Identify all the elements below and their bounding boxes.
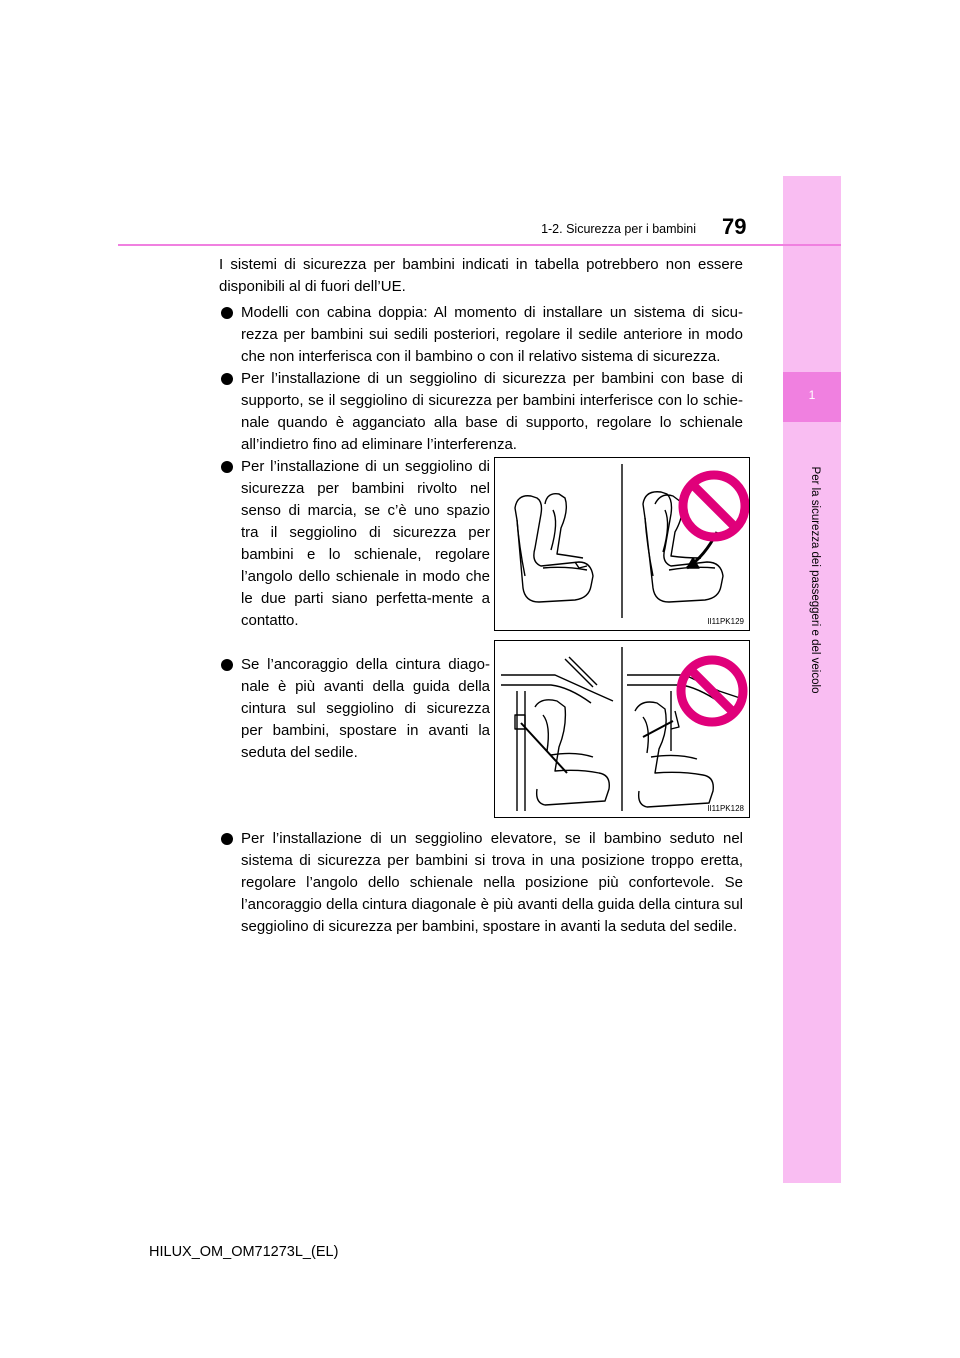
seat-backrest-gap-illustration bbox=[494, 457, 750, 631]
figure-code: II11PK129 bbox=[707, 617, 744, 626]
bullet-icon bbox=[221, 659, 233, 671]
list-item bbox=[221, 368, 743, 456]
header-divider bbox=[118, 244, 841, 246]
list-item bbox=[221, 456, 490, 632]
bullet-icon bbox=[221, 373, 233, 385]
prohibited-sign-icon bbox=[681, 660, 743, 722]
chapter-title: Per la sicurezza dei passeggeri e del veicolo bbox=[809, 466, 821, 694]
prohibited-sign-icon bbox=[683, 475, 745, 537]
list-item-text: Per l’installazione di un seggiolino di sicurezza per bambini rivolto nel senso di marcia, se c’è uno spazio tra il seggiolino di sicurezza per bambini e lo schienale, regolare l’angolo dello schienale in modo che le due parti siano perfetta-mente a contatto. bbox=[241, 458, 490, 629]
list-item bbox=[221, 654, 490, 764]
bullet-icon bbox=[221, 307, 233, 319]
section-title: 1-2. Sicurezza per i bambini bbox=[541, 222, 696, 236]
list-item bbox=[221, 828, 743, 938]
list-item-text: Se l’ancoraggio della cintura diago-nale è più avanti della guida della cintura sul seggiolino di sicurezza per bambini, spostare in avanti la seduta del sedile. bbox=[241, 656, 490, 761]
intro-paragraph: I sistemi di sicurezza per bambini indicati in tabella potrebbero non essere disponibili al di fuori dell’UE. bbox=[219, 256, 743, 295]
list-item-text: Modelli con cabina doppia: Al momento di installare un sistema di sicu-rezza per bambini sui sedili posteriori, regolare il sedile anteriore in modo che non interferisca con il bambino o con il relativo sistema di sicurezza. bbox=[241, 304, 743, 365]
chapter-number: 1 bbox=[808, 388, 816, 402]
seat-illustration-icon bbox=[495, 458, 749, 630]
seatbelt-anchor-illustration bbox=[494, 640, 750, 818]
page-number: 79 bbox=[722, 214, 747, 239]
figure-code: II11PK128 bbox=[707, 804, 744, 813]
document-footer: HILUX_OM_OM71273L_(EL) bbox=[149, 1244, 339, 1260]
list-item-text: Per l’installazione di un seggiolino di sicurezza per bambini con base di supporto, se il seggiolino di sicurezza per bambini interferisce con lo schie-nale quando è agganciato alla base di supporto, regolare lo schienale all’indietro fino ad eliminare l’interferenza. bbox=[241, 370, 743, 453]
list-item-text: Per l’installazione di un seggiolino elevatore, se il bambino seduto nel sistema di sicurezza per bambini si trova in una posizione troppo eretta, regolare l’angolo dello schienale nella posizione più confortevole. Se l’ancoraggio della cintura diagonale è più avanti della guida della cintura sul seggiolino di sicurezza per bambini, spostare in avanti la seduta del sedile. bbox=[241, 830, 743, 935]
bullet-icon bbox=[221, 833, 233, 845]
bullet-icon bbox=[221, 461, 233, 473]
car-interior-illustration-icon bbox=[495, 641, 749, 817]
list-item bbox=[221, 302, 743, 368]
